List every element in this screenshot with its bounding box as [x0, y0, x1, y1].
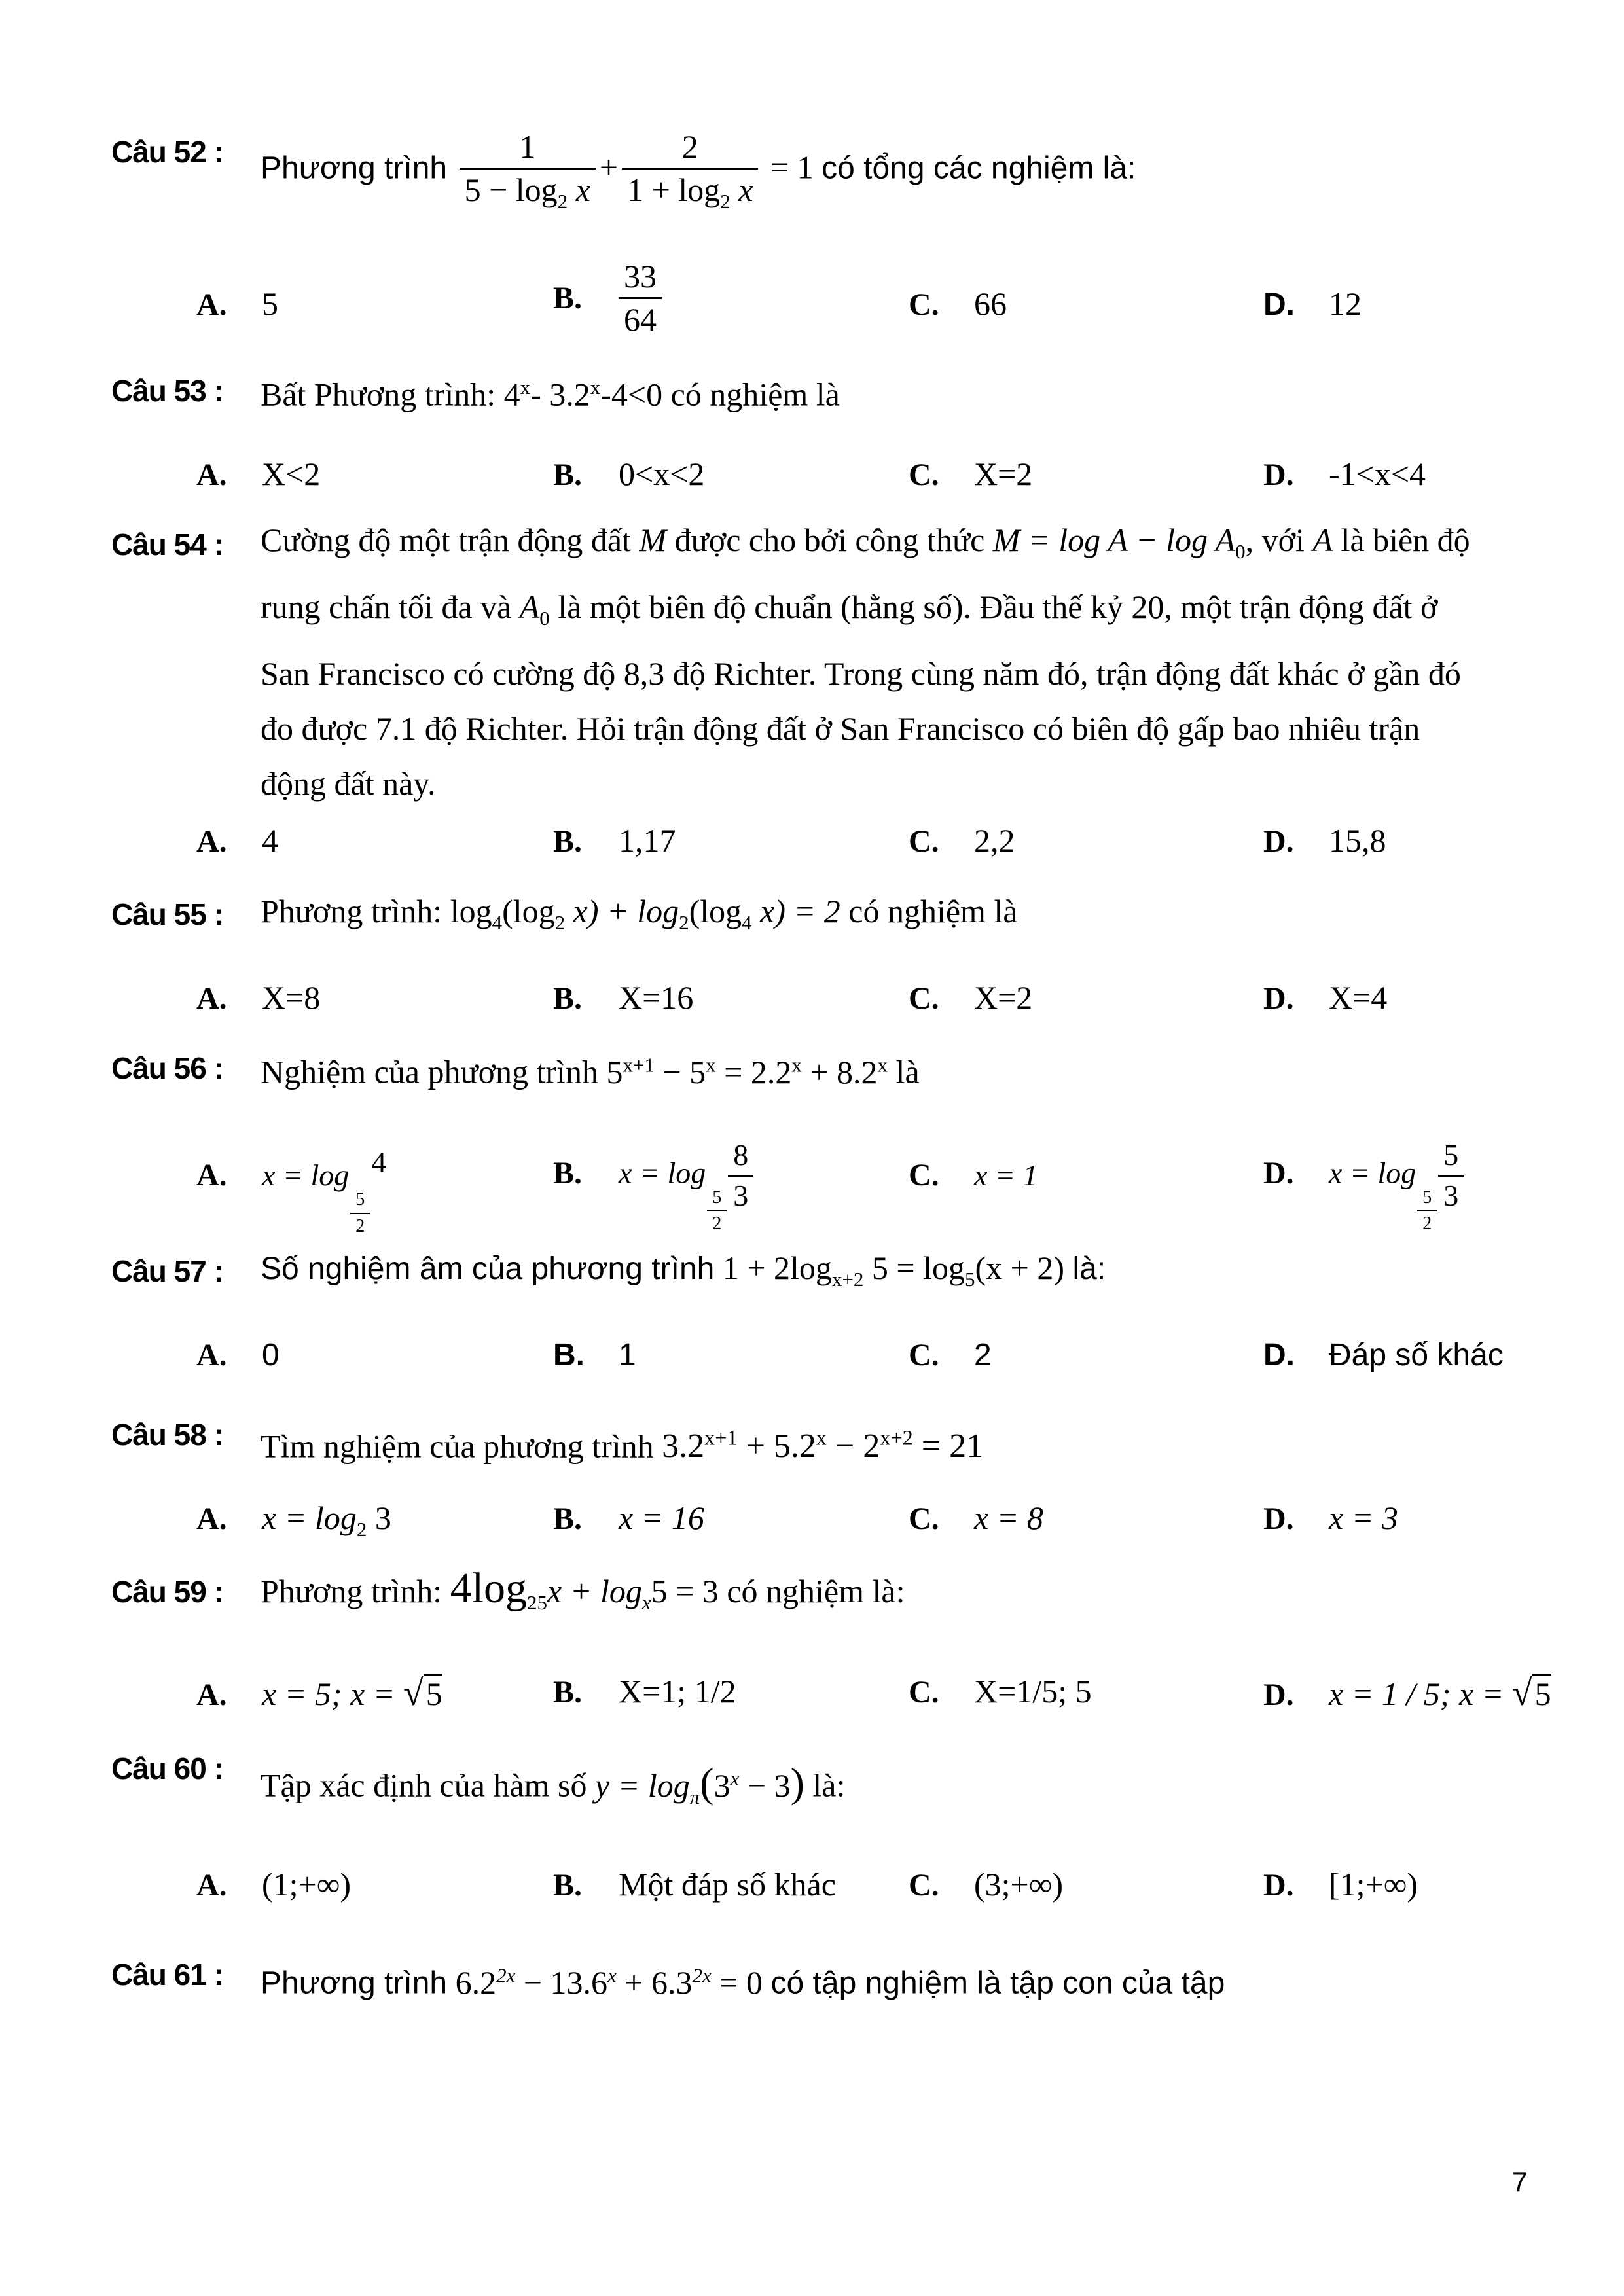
- option-c[interactable]: C. X=2: [909, 456, 1033, 492]
- question-label: Câu 55 :: [111, 897, 223, 931]
- question-label: Câu 57 :: [111, 1254, 223, 1288]
- question-text: Tập xác định của hàm số $y = \log_\pi(3^x - 3)$ là:: [261, 1759, 846, 1808]
- question-label: Câu 53 :: [111, 374, 223, 408]
- option-b[interactable]: B. Một đáp số khác: [553, 1866, 836, 1903]
- option-d[interactable]: D. x = 3: [1263, 1499, 1398, 1536]
- option-d[interactable]: D. x = 1 / 5; x = √5: [1263, 1673, 1551, 1713]
- option-a[interactable]: A. X<2: [196, 456, 321, 492]
- question-label: Câu 56 :: [111, 1051, 223, 1085]
- question-text: Cường độ một trận động đất M được cho bởi công thức $M = \log A - \log A_0$, với A là biên độ rung chấn tối đa và $A_0$ là một biên độ chuẩn (hằng số). Đầu thế kỷ 20, một trận động đất ở San Francisco có cường độ 8,3 độ Richter. Trong cùng năm đó, trận động đất khác ở gần đó đo được 7.1 độ Richter. Hỏi trận động đất ở San Francisco có biên độ gấp bao nhiêu trận động đất này.: [261, 522, 1470, 802]
- question-text: Bất Phương trình: 4$^x$- $3.2^x-4<0$ có nghiệm là: [261, 376, 840, 413]
- option-d[interactable]: D. 12: [1263, 285, 1362, 322]
- fraction-1: $\frac{1}{5 - \log_2 x}$: [460, 129, 596, 213]
- question-label: Câu 54 :: [111, 528, 223, 562]
- question-label: Câu 59 :: [111, 1575, 223, 1609]
- question-text: Phương trình $6.2^{2x} - 13.6^x + 6.3^{2x} = 0$ có tập nghiệm là tập con của tập: [261, 1964, 1225, 2001]
- option-c[interactable]: C. x = 8: [909, 1499, 1043, 1536]
- question-text: Tìm nghiệm của phương trình $3.2^{x+1} + 5.2^x - 2^{x+2} = 21$: [261, 1426, 984, 1465]
- question-text: Phương trình: $4\log_{25}x + \log_x5 = 3$ có nghiệm là:: [261, 1564, 905, 1614]
- option-d[interactable]: D. -1<x<4: [1263, 456, 1426, 492]
- option-c[interactable]: C. X=1/5; 5: [909, 1673, 1092, 1710]
- option-b[interactable]: B. X=16: [553, 979, 694, 1016]
- option-a[interactable]: A. x = log $\frac{5}{2}$ 4: [196, 1145, 387, 1236]
- question-label: Câu 60 :: [111, 1751, 223, 1785]
- option-b[interactable]: B. 0<x<2: [553, 456, 705, 492]
- question-text: Số nghiệm âm của phương trình $1 + 2\log_{x+2}$ $5 = \log_5(x + 2)$ là:: [261, 1249, 1106, 1291]
- option-b[interactable]: B. x = log $\frac{5}{2}$ $\frac{8}{3}$: [553, 1139, 753, 1234]
- option-d[interactable]: D. X=4: [1263, 979, 1388, 1016]
- option-c[interactable]: C. X=2: [909, 979, 1033, 1016]
- page-number: 7: [1512, 2166, 1528, 2197]
- option-b[interactable]: B. $\frac{33}{64}$: [553, 259, 662, 338]
- option-d[interactable]: D. 15,8: [1263, 822, 1386, 859]
- option-a[interactable]: A. X=8: [196, 979, 321, 1016]
- option-a[interactable]: A. x = 5; x = √5: [196, 1673, 442, 1713]
- option-a[interactable]: A. 0: [196, 1338, 280, 1372]
- option-c[interactable]: C. 2: [909, 1338, 992, 1372]
- option-a[interactable]: A. 5: [196, 285, 278, 322]
- fraction-2: $\frac{2}{1 + \log_2 x}$: [622, 129, 758, 213]
- question-text: Phương trình $\frac{1}{5 - \log_2 x}$ + $\frac{2}{1 + \log_2 x}$ = 1 có tổng các nghiệm là:: [261, 128, 1136, 213]
- option-b[interactable]: B. X=1; 1/2: [553, 1673, 736, 1710]
- option-c[interactable]: C. (3;+∞): [909, 1866, 1064, 1903]
- option-b[interactable]: B. 1,17: [553, 822, 676, 859]
- option-c[interactable]: C. 2,2: [909, 822, 1015, 859]
- question-text: Phương trình: $\log_4(\log_2$ $x) + \log_2(\log_4$ x) = 2 có nghiệm là: [261, 893, 1018, 934]
- option-a[interactable]: A. (1;+∞): [196, 1866, 352, 1903]
- question-text: Nghiệm của phương trình $5^{x+1} - 5^x = 2.2^x + 8.2^x$ là: [261, 1053, 920, 1090]
- option-d[interactable]: D. x = log $\frac{5}{2}$ $\frac{5}{3}$: [1263, 1139, 1464, 1234]
- option-c[interactable]: C. x = 1: [909, 1158, 1038, 1193]
- option-a[interactable]: A. $x = \log_2 3$: [196, 1499, 391, 1541]
- option-d[interactable]: D. [1;+∞): [1263, 1866, 1418, 1903]
- question-label: Câu 58 :: [111, 1418, 223, 1452]
- option-c[interactable]: C. 66: [909, 285, 1007, 322]
- option-d[interactable]: D. Đáp số khác: [1263, 1338, 1504, 1372]
- question-label: Câu 52 :: [111, 135, 223, 169]
- option-b[interactable]: B. x = 16: [553, 1499, 704, 1536]
- question-label: Câu 61 :: [111, 1958, 223, 1992]
- option-a[interactable]: A. 4: [196, 822, 278, 859]
- option-b[interactable]: B. 1: [553, 1338, 636, 1372]
